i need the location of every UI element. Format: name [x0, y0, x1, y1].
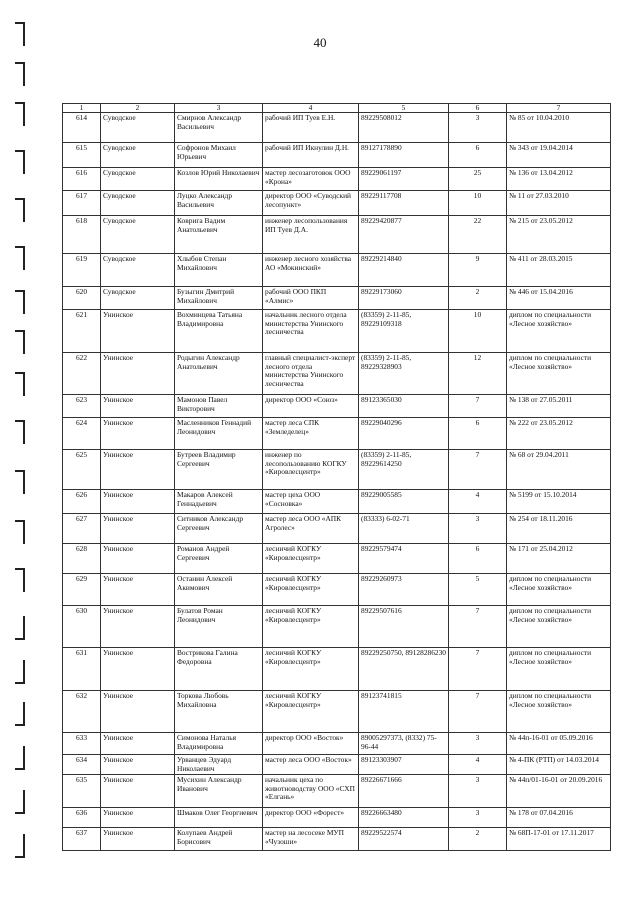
document-cell: диплом по специальности «Лесное хозяйство»	[507, 310, 611, 353]
count-cell: 3	[449, 733, 507, 755]
district-cell: Суводское	[101, 191, 175, 216]
phone-cell: 89226671666	[359, 775, 449, 808]
document-cell: диплом по специальности «Лесное хозяйство»	[507, 691, 611, 733]
row-number: 622	[63, 353, 101, 395]
phone-cell: (83359) 2-11-85, 89229328903	[359, 353, 449, 395]
column-header: 4	[263, 104, 359, 113]
position-cell: мастер цеха ООО «Сосновка»	[263, 490, 359, 514]
name-cell: Торкова Любовь Михайловна	[175, 691, 263, 733]
count-cell: 7	[449, 648, 507, 691]
row-number: 616	[63, 168, 101, 191]
row-number: 621	[63, 310, 101, 353]
count-cell: 3	[449, 113, 507, 143]
phone-cell: 89229522574	[359, 828, 449, 851]
name-cell: Булатов Роман Леонидович	[175, 606, 263, 648]
position-cell: инженер по лесопользованию КОГКУ «Кировлесцентр»	[263, 450, 359, 490]
position-cell: лесничий КОГКУ «Кировлесцентр»	[263, 574, 359, 606]
phone-cell: 89229420877	[359, 216, 449, 254]
name-cell: Макаров Алексей Геннадьевич	[175, 490, 263, 514]
phone-cell: 89229579474	[359, 544, 449, 574]
name-cell: Ковригa Вадим Анатольевич	[175, 216, 263, 254]
count-cell: 6	[449, 143, 507, 168]
district-cell: Суводское	[101, 168, 175, 191]
phone-cell: 89123741815	[359, 691, 449, 733]
table-row	[63, 450, 611, 490]
document-cell: № 5199 от 15.10.2014	[507, 490, 611, 514]
row-number: 624	[63, 418, 101, 450]
position-cell: мастер леса СПК «Земледелец»	[263, 418, 359, 450]
count-cell: 2	[449, 828, 507, 851]
position-cell: лесничий КОГКУ «Кировлесцентр»	[263, 691, 359, 733]
district-cell: Унинское	[101, 310, 175, 353]
row-number: 637	[63, 828, 101, 851]
phone-cell: 89123365030	[359, 395, 449, 418]
position-cell: мастер леса ООО «Восток»	[263, 755, 359, 775]
position-cell: инженер лесного хозяйства АО «Мокинский»	[263, 254, 359, 287]
district-cell: Унинское	[101, 574, 175, 606]
count-cell: 4	[449, 490, 507, 514]
document-cell: № 68П-17-01 от 17.11.2017	[507, 828, 611, 851]
document-cell: диплом по специальности «Лесное хозяйство»	[507, 648, 611, 691]
document-cell: № 85 от 10.04.2010	[507, 113, 611, 143]
table-row	[63, 606, 611, 648]
row-number: 623	[63, 395, 101, 418]
phone-cell: 89229260973	[359, 574, 449, 606]
district-cell: Суводское	[101, 216, 175, 254]
document-cell: № 215 от 23.05.2012	[507, 216, 611, 254]
name-cell: Хлыбов Степан Михайлович	[175, 254, 263, 287]
count-cell: 3	[449, 514, 507, 544]
row-number: 636	[63, 808, 101, 828]
name-cell: Урванцев Эдуард Николаевич	[175, 755, 263, 775]
table-row	[63, 418, 611, 450]
count-cell: 10	[449, 191, 507, 216]
name-cell: Смирнов Александр Васильевич	[175, 113, 263, 143]
row-number: 628	[63, 544, 101, 574]
phone-cell: (83359) 2-11-85, 89229614250	[359, 450, 449, 490]
position-cell: лесничий КОГКУ «Кировлесцентр»	[263, 606, 359, 648]
name-cell: Ситников Александр Сергеевич	[175, 514, 263, 544]
table-row	[63, 191, 611, 216]
phone-cell: 89229117708	[359, 191, 449, 216]
table-row	[63, 733, 611, 755]
phone-cell: 89229507616	[359, 606, 449, 648]
district-cell: Суводское	[101, 287, 175, 310]
table-row	[63, 353, 611, 395]
table-row	[63, 808, 611, 828]
table-row	[63, 113, 611, 143]
position-cell: директор ООО «Форест»	[263, 808, 359, 828]
name-cell: Бутреев Владимир Сергеевич	[175, 450, 263, 490]
document-cell: № 446 от 15.04.2016	[507, 287, 611, 310]
position-cell: лесничий КОГКУ «Кировлесцентр»	[263, 648, 359, 691]
document-cell: № 44п-16-01 от 05.09.2016	[507, 733, 611, 755]
row-number: 630	[63, 606, 101, 648]
table-row	[63, 828, 611, 851]
count-cell: 10	[449, 310, 507, 353]
district-cell: Унинское	[101, 418, 175, 450]
table-row	[63, 775, 611, 808]
document-cell: № 343 от 19.04.2014	[507, 143, 611, 168]
table-row	[63, 310, 611, 353]
count-cell: 7	[449, 395, 507, 418]
name-cell: Останин Алексей Акимович	[175, 574, 263, 606]
count-cell: 22	[449, 216, 507, 254]
count-cell: 7	[449, 691, 507, 733]
district-cell: Унинское	[101, 450, 175, 490]
document-cell: № 136 от 13.04.2012	[507, 168, 611, 191]
count-cell: 3	[449, 808, 507, 828]
district-cell: Унинское	[101, 490, 175, 514]
phone-cell: 89229250750, 89128286230	[359, 648, 449, 691]
district-cell: Унинское	[101, 828, 175, 851]
name-cell: Козлов Юрий Николаевич	[175, 168, 263, 191]
document-cell: диплом по специальности «Лесное хозяйство»	[507, 574, 611, 606]
row-number: 634	[63, 755, 101, 775]
name-cell: Вострикова Галина Федоровна	[175, 648, 263, 691]
row-number: 618	[63, 216, 101, 254]
district-cell: Унинское	[101, 775, 175, 808]
name-cell: Мамонов Павел Викторович	[175, 395, 263, 418]
count-cell: 4	[449, 755, 507, 775]
table-row	[63, 490, 611, 514]
count-cell: 3	[449, 775, 507, 808]
district-cell: Унинское	[101, 691, 175, 733]
document-cell: № 411 от 28.03.2015	[507, 254, 611, 287]
position-cell: рабочий ИП Икнулин Д.Н.	[263, 143, 359, 168]
position-cell: начальник цеха по животноводству ООО «СХП «Елгань»	[263, 775, 359, 808]
document-cell: № 44п/01-16-01 от 20.09.2016	[507, 775, 611, 808]
row-number: 614	[63, 113, 101, 143]
count-cell: 25	[449, 168, 507, 191]
table-row	[63, 216, 611, 254]
phone-cell: (83359) 2-11-85, 89229109318	[359, 310, 449, 353]
name-cell: Луцко Александр Васильевич	[175, 191, 263, 216]
table-row	[63, 143, 611, 168]
district-cell: Суводское	[101, 113, 175, 143]
count-cell: 2	[449, 287, 507, 310]
document-cell: № 68 от 29.04.2011	[507, 450, 611, 490]
table-row	[63, 287, 611, 310]
position-cell: директор ООО «Восток»	[263, 733, 359, 755]
row-number: 626	[63, 490, 101, 514]
phone-cell: 89229214840	[359, 254, 449, 287]
position-cell: начальник лесного отдела министерства Унинского лесничества	[263, 310, 359, 353]
row-number: 617	[63, 191, 101, 216]
column-header: 2	[101, 104, 175, 113]
count-cell: 6	[449, 544, 507, 574]
column-header: 3	[175, 104, 263, 113]
position-cell: рабочий ИП Туев Е.Н.	[263, 113, 359, 143]
position-cell: директор ООО «Суводский лесопункт»	[263, 191, 359, 216]
position-cell: мастер на лесосеке МУП «Чузоши»	[263, 828, 359, 851]
district-cell: Унинское	[101, 544, 175, 574]
name-cell: Шмаков Олег Георгиевич	[175, 808, 263, 828]
row-number: 619	[63, 254, 101, 287]
table-row	[63, 544, 611, 574]
position-cell: инженер лесопользования ИП Туев Д.А.	[263, 216, 359, 254]
document-cell: № 138 от 27.05.2011	[507, 395, 611, 418]
document-cell: № 11 от 27.03.2010	[507, 191, 611, 216]
count-cell: 9	[449, 254, 507, 287]
district-cell: Унинское	[101, 514, 175, 544]
name-cell: Колупаев Андрей Борисович	[175, 828, 263, 851]
column-header: 1	[63, 104, 101, 113]
table-row	[63, 691, 611, 733]
district-cell: Суводское	[101, 254, 175, 287]
position-cell: лесничий КОГКУ «Кировлесцентр»	[263, 544, 359, 574]
table-row	[63, 168, 611, 191]
column-header: 7	[507, 104, 611, 113]
position-cell: директор ООО «Союз»	[263, 395, 359, 418]
row-number: 633	[63, 733, 101, 755]
row-number: 620	[63, 287, 101, 310]
phone-cell: 89123303907	[359, 755, 449, 775]
row-number: 632	[63, 691, 101, 733]
phone-cell: 89229508012	[359, 113, 449, 143]
district-cell: Унинское	[101, 395, 175, 418]
name-cell: Мусихин Александр Иванович	[175, 775, 263, 808]
table-row	[63, 755, 611, 775]
phone-cell: 89229005585	[359, 490, 449, 514]
header-row	[63, 104, 611, 113]
document-cell: № 178 от 07.04.2016	[507, 808, 611, 828]
count-cell: 7	[449, 450, 507, 490]
position-cell: рабочий ООО ПКП «Алмис»	[263, 287, 359, 310]
row-number: 627	[63, 514, 101, 544]
count-cell: 6	[449, 418, 507, 450]
district-cell: Унинское	[101, 648, 175, 691]
row-number: 615	[63, 143, 101, 168]
row-number: 625	[63, 450, 101, 490]
phone-cell: 89229061197	[359, 168, 449, 191]
document-cell: № 254 от 18.11.2016	[507, 514, 611, 544]
column-header: 5	[359, 104, 449, 113]
table-row	[63, 574, 611, 606]
name-cell: Масленников Геннадий Леонидович	[175, 418, 263, 450]
count-cell: 12	[449, 353, 507, 395]
name-cell: Романов Андрей Сергеевич	[175, 544, 263, 574]
row-number: 629	[63, 574, 101, 606]
phone-cell: 89127178890	[359, 143, 449, 168]
name-cell: Вохминцева Татьяна Владимировна	[175, 310, 263, 353]
name-cell: Родыгин Александр Анатольевич	[175, 353, 263, 395]
page-number: 40	[313, 35, 327, 50]
binding-marks	[0, 0, 30, 905]
column-header: 6	[449, 104, 507, 113]
district-cell: Унинское	[101, 755, 175, 775]
phone-cell: (83333) 6-02-71	[359, 514, 449, 544]
district-cell: Унинское	[101, 353, 175, 395]
position-cell: мастер леса ООО «АПК Агролес»	[263, 514, 359, 544]
count-cell: 5	[449, 574, 507, 606]
table-row	[63, 395, 611, 418]
document-cell: диплом по специальности «Лесное хозяйство»	[507, 606, 611, 648]
table-row	[63, 514, 611, 544]
row-number: 631	[63, 648, 101, 691]
district-cell: Унинское	[101, 808, 175, 828]
count-cell: 7	[449, 606, 507, 648]
name-cell: Бузыгин Дмитрий Михайлович	[175, 287, 263, 310]
phone-cell: 89005297373, (8332) 75-96-44	[359, 733, 449, 755]
document-cell: диплом по специальности «Лесное хозяйство»	[507, 353, 611, 395]
phone-cell: 89229173060	[359, 287, 449, 310]
position-cell: главный специалист-эксперт лесного отдела министерства Унинского лесничества	[263, 353, 359, 395]
table-row	[63, 648, 611, 691]
position-cell: мастер лесозаготовок ООО «Крона»	[263, 168, 359, 191]
name-cell: Симонова Наталья Владимировна	[175, 733, 263, 755]
table-row	[63, 254, 611, 287]
document-cell: № 222 от 23.05.2012	[507, 418, 611, 450]
phone-cell: 89229040296	[359, 418, 449, 450]
district-cell: Суводское	[101, 143, 175, 168]
document-cell: № 4-ПК (РТП) от 14.03.2014	[507, 755, 611, 775]
registry-table	[62, 103, 611, 851]
district-cell: Унинское	[101, 606, 175, 648]
district-cell: Унинское	[101, 733, 175, 755]
row-number: 635	[63, 775, 101, 808]
phone-cell: 89226663480	[359, 808, 449, 828]
name-cell: Софронов Михаил Юрьевич	[175, 143, 263, 168]
document-cell: № 171 от 25.04.2012	[507, 544, 611, 574]
